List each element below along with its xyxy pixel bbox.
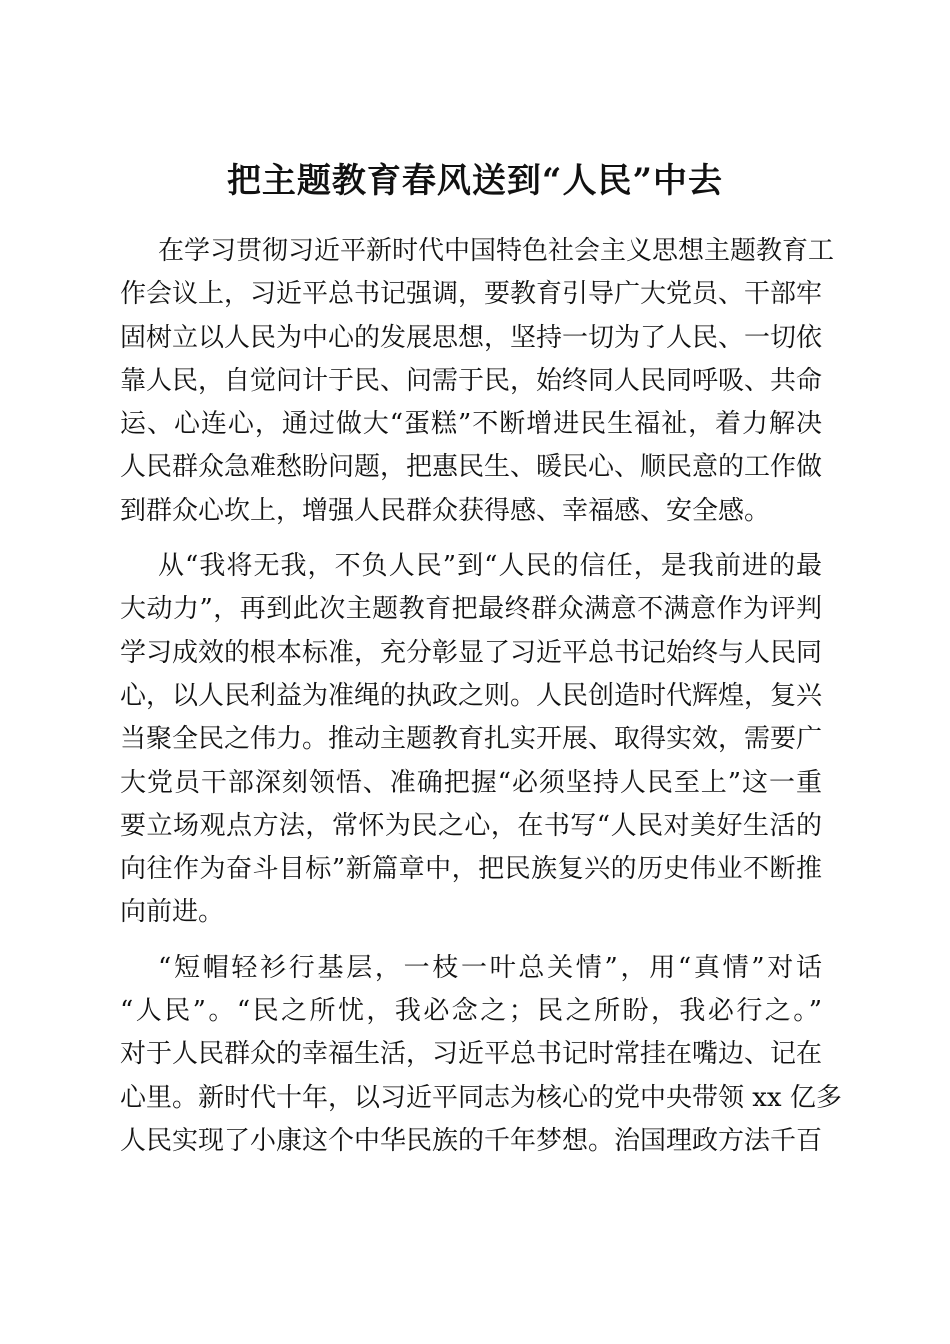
paragraph xyxy=(120,545,822,935)
text-line: 从“我将无我，不负人民”到“人民的信任，是我前进的最 xyxy=(158,551,822,582)
text-line: 心里。新时代十年，以习近平同志为核心的党中央带领 xx 亿多 xyxy=(120,1082,842,1113)
text-line: 对于人民群众的幸福生活，习近平总书记时常挂在嘴边、记在 xyxy=(120,1039,823,1070)
text-line: 在学习贯彻习近平新时代中国特色社会主义思想主题教育工 xyxy=(158,236,835,266)
text-line: “短帽轻衫行基层，一枝一叶总关情”，用“真情”对话 xyxy=(158,952,822,983)
text-line: 到群众心坎上，增强人民群众获得感、幸福感、安全感。 xyxy=(120,495,771,526)
document-body xyxy=(120,230,842,1163)
paragraph xyxy=(120,230,835,533)
paragraph xyxy=(120,947,842,1163)
text-line: 人民实现了小康这个中华民族的千年梦想。治国理政方法千百 xyxy=(120,1125,823,1156)
text-line: 人民群众急难愁盼问题，把惠民生、暖民心、顺民意的工作做 xyxy=(120,452,823,483)
text-line: 学习成效的根本标准，充分彰显了习近平总书记始终与人民同 xyxy=(120,637,823,668)
text-line: “人民”。“民之所忧，我必念之；民之所盼，我必行之。” xyxy=(120,996,822,1027)
text-line: 大党员干部深刻领悟、准确把握“必须坚持人民至上”这一重 xyxy=(120,767,822,798)
text-line: 靠人民，自觉问计于民、问需于民，始终同人民同呼吸、共命 xyxy=(120,365,823,396)
text-line: 要立场观点方法，常怀为民之心，在书写“人民对美好生活的 xyxy=(120,810,822,841)
text-line: 向往作为奋斗目标”新篇章中，把民族复兴的历史伟业不断推 xyxy=(120,854,822,885)
text-line: 向前进。 xyxy=(120,897,225,928)
document-title: 把主题教育春风送到“人民”中去 xyxy=(226,160,724,201)
text-line: 运、心连心，通过做大“蛋糕”不断增进民生福祉，着力解决 xyxy=(120,409,822,440)
text-line: 心，以人民利益为准绳的执政之则。人民创造时代辉煌，复兴 xyxy=(120,680,823,711)
text-line: 当聚全民之伟力。推动主题教育扎实开展、取得实效，需要广 xyxy=(120,724,823,755)
text-line: 作会议上，习近平总书记强调，要教育引导广大党员、干部牢 xyxy=(120,279,823,310)
text-line: 大动力”，再到此次主题教育把最终群众满意不满意作为评判 xyxy=(120,594,822,625)
text-line: 固树立以人民为中心的发展思想，坚持一切为了人民、一切依 xyxy=(120,322,823,353)
